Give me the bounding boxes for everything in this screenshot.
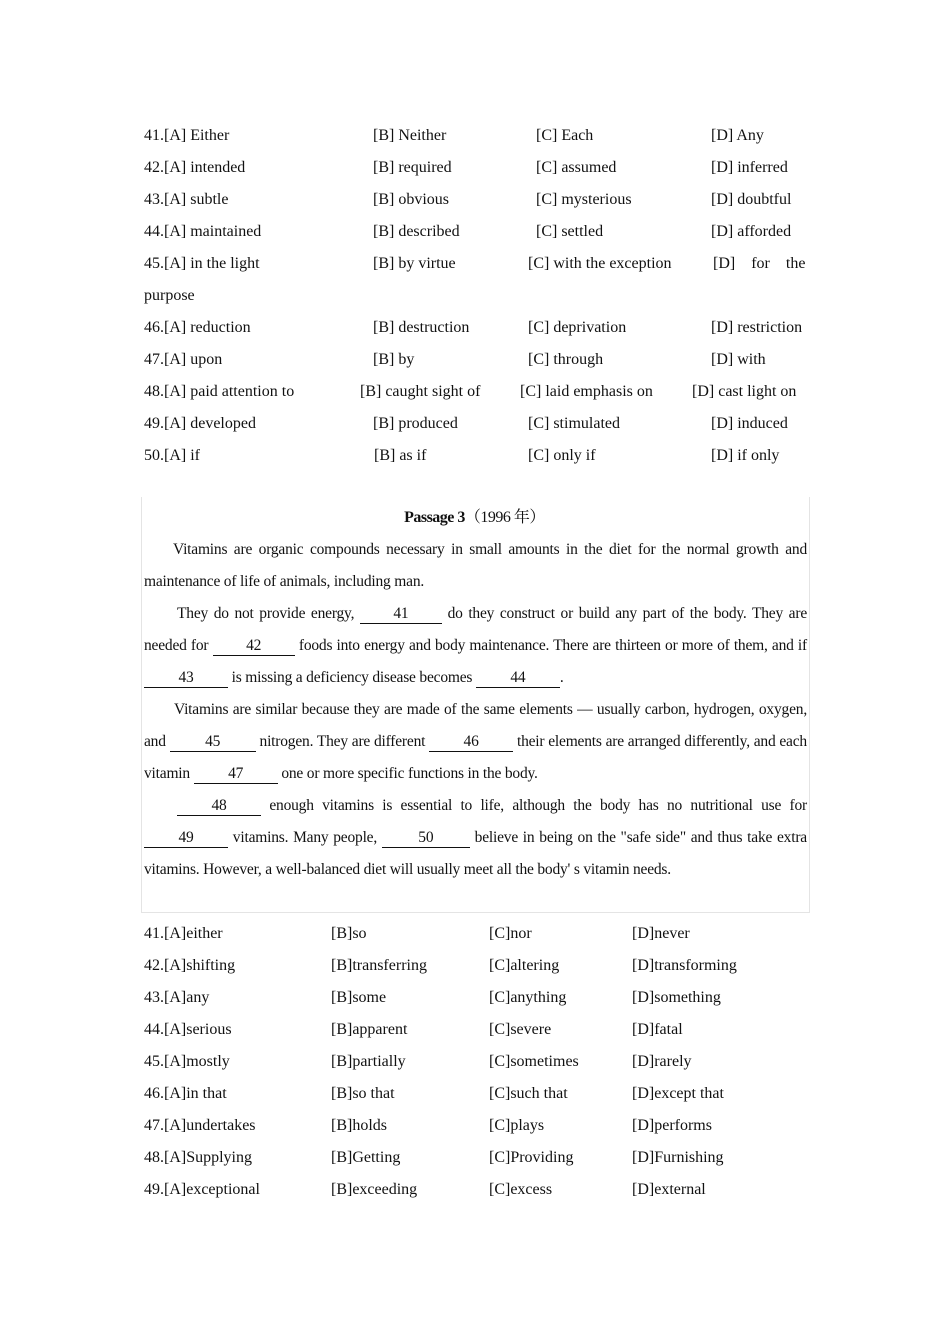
option-b: [B] Neither bbox=[373, 127, 447, 144]
option-c: [C]excess bbox=[489, 1181, 553, 1198]
option-a: 41.[A]either bbox=[144, 925, 223, 942]
question-row bbox=[0, 1142, 950, 1174]
option-b: [B]exceeding bbox=[331, 1181, 418, 1198]
option-a: 44.[A] maintained bbox=[144, 223, 262, 240]
question-row bbox=[0, 1014, 950, 1046]
option-c: [C]plays bbox=[489, 1117, 545, 1134]
question-row bbox=[0, 1110, 950, 1142]
option-d: [D]performs bbox=[632, 1117, 712, 1134]
option-b: [B]so that bbox=[331, 1085, 395, 1102]
option-d: [D] inferred bbox=[711, 159, 788, 176]
option-c: [C]severe bbox=[489, 1021, 552, 1038]
option-b: [B] as if bbox=[374, 447, 427, 464]
option-d: [D]except that bbox=[632, 1085, 724, 1102]
option-a: 45.[A]mostly bbox=[144, 1053, 230, 1070]
question-row bbox=[0, 1046, 950, 1078]
option-d: [D] with bbox=[711, 351, 766, 368]
option-d: [D] Any bbox=[711, 127, 764, 144]
option-a: 49.[A]exceptional bbox=[144, 1181, 260, 1198]
question-row bbox=[0, 184, 950, 216]
blank-49: 49 bbox=[144, 829, 228, 848]
passage-year: （1996 年） bbox=[464, 509, 545, 526]
option-a: 47.[A] upon bbox=[144, 351, 223, 368]
option-b: [B]transferring bbox=[331, 957, 427, 974]
option-d: [D] restriction bbox=[711, 319, 803, 336]
option-c: [C]anything bbox=[489, 989, 567, 1006]
option-b: [B] caught sight of bbox=[360, 383, 481, 400]
option-c: [C] with the exception bbox=[528, 255, 672, 272]
option-c: [C] stimulated bbox=[528, 415, 620, 432]
blank-41: 41 bbox=[360, 605, 442, 624]
option-b: [B] by bbox=[373, 351, 415, 368]
option-a: 42.[A] intended bbox=[144, 159, 246, 176]
question-row bbox=[0, 248, 950, 280]
passage-paragraph-2: They do not provide energy, 41 do they construct or build any part of the body. They are needed for 42 foods into energy and body maintenance. There are thirteen or more of them, and if 43 is missing a deficiency disease becomes 44 . bbox=[144, 605, 807, 686]
question-row bbox=[0, 1078, 950, 1110]
blank-47: 47 bbox=[194, 765, 278, 784]
option-c: [C]such that bbox=[489, 1085, 568, 1102]
option-a: 49.[A] developed bbox=[144, 415, 256, 432]
option-a: 46.[A] reduction bbox=[144, 319, 251, 336]
question-row bbox=[0, 120, 950, 152]
question-row bbox=[0, 1174, 950, 1206]
option-b: [B]some bbox=[331, 989, 387, 1006]
question-row bbox=[0, 344, 950, 376]
option-c: [C] Each bbox=[536, 127, 594, 144]
passage-paragraph-1: Vitamins are organic compounds necessary in small amounts in the diet for the normal growth and maintenance of life of animals, including man. bbox=[144, 541, 807, 590]
option-c: [C] laid emphasis on bbox=[520, 383, 653, 400]
option-b: [B] destruction bbox=[373, 319, 470, 336]
option-d: [D] afforded bbox=[711, 223, 792, 240]
blank-43: 43 bbox=[144, 669, 228, 688]
option-d: [D] if only bbox=[711, 447, 780, 464]
option-b: [B] obvious bbox=[373, 191, 449, 208]
option-c: [C] mysterious bbox=[536, 191, 632, 208]
option-a: 44.[A]serious bbox=[144, 1021, 232, 1038]
blank-45: 45 bbox=[170, 733, 256, 752]
option-a: 43.[A]any bbox=[144, 989, 210, 1006]
option-b: [B] by virtue bbox=[373, 255, 456, 272]
option-c: [C] settled bbox=[536, 223, 604, 240]
question-row bbox=[0, 440, 950, 472]
blank-50: 50 bbox=[382, 829, 470, 848]
option-b: [B]holds bbox=[331, 1117, 387, 1134]
option-a: 43.[A] subtle bbox=[144, 191, 229, 208]
option-d: [D] doubtful bbox=[711, 191, 792, 208]
question-row-wrap bbox=[0, 280, 950, 312]
option-b: [B] described bbox=[373, 223, 460, 240]
blank-46: 46 bbox=[429, 733, 513, 752]
option-a: 46.[A]in that bbox=[144, 1085, 227, 1102]
option-d: [D]something bbox=[632, 989, 721, 1006]
question-row bbox=[0, 152, 950, 184]
passage-title bbox=[141, 502, 808, 534]
option-d: [D]rarely bbox=[632, 1053, 692, 1070]
option-a: 41.[A] Either bbox=[144, 127, 230, 144]
option-a: 42.[A]shifting bbox=[144, 957, 236, 974]
option-b: [B]Getting bbox=[331, 1149, 401, 1166]
option-a: 50.[A] if bbox=[144, 447, 200, 464]
blank-48: 48 bbox=[177, 797, 261, 816]
option-d: [D]Furnishing bbox=[632, 1149, 724, 1166]
question-row bbox=[0, 312, 950, 344]
option-a: 48.[A] paid attention to bbox=[144, 383, 295, 400]
option-b: [B]so bbox=[331, 925, 367, 942]
option-d: [D]fatal bbox=[632, 1021, 683, 1038]
option-c: [C]altering bbox=[489, 957, 560, 974]
option-c: [C] through bbox=[528, 351, 604, 368]
option-a: 48.[A]Supplying bbox=[144, 1149, 252, 1166]
passage-title-text: Passage 3 bbox=[404, 509, 465, 526]
question-row bbox=[0, 982, 950, 1014]
option-c: [C] assumed bbox=[536, 159, 617, 176]
option-b: [B]apparent bbox=[331, 1021, 408, 1038]
option-d: [D]transforming bbox=[632, 957, 737, 974]
passage-paragraph-3: Vitamins are similar because they are made of the same elements — usually carbon, hydrogen, oxygen, and 45 nitrogen. They are different 46 their elements are arranged differently, and each vitamin 47 one or more specific functions in the body. bbox=[144, 701, 807, 782]
option-a: 45.[A] in the light bbox=[144, 255, 260, 272]
passage-paragraph-4: 48 enough vitamins is essential to life, although the body has no nutritional use for 49 vitamins. Many people, 50 believe in being on the "safe side" and thus take extra vitamins. However, a well-balanced diet will usually meet all the body' s vitamin needs. bbox=[144, 797, 807, 878]
option-c: [C]nor bbox=[489, 925, 532, 942]
question-row bbox=[0, 950, 950, 982]
option-d-continued: purpose bbox=[144, 287, 195, 304]
option-b: [B] required bbox=[373, 159, 452, 176]
blank-42: 42 bbox=[213, 637, 295, 656]
option-d: [D] cast light on bbox=[692, 383, 797, 400]
option-d: [D] induced bbox=[711, 415, 788, 432]
option-a: 47.[A]undertakes bbox=[144, 1117, 256, 1134]
question-row bbox=[0, 216, 950, 248]
option-c: [C]sometimes bbox=[489, 1053, 579, 1070]
option-b: [B]partially bbox=[331, 1053, 406, 1070]
option-c: [C] deprivation bbox=[528, 319, 627, 336]
option-d: [D] for the bbox=[713, 255, 806, 272]
question-row bbox=[0, 408, 950, 440]
option-d: [D]never bbox=[632, 925, 690, 942]
option-b: [B] produced bbox=[373, 415, 458, 432]
blank-44: 44 bbox=[476, 669, 560, 688]
option-c: [C]Providing bbox=[489, 1149, 574, 1166]
question-row bbox=[0, 918, 950, 950]
option-d: [D]external bbox=[632, 1181, 706, 1198]
question-row bbox=[0, 376, 950, 408]
option-c: [C] only if bbox=[528, 447, 596, 464]
